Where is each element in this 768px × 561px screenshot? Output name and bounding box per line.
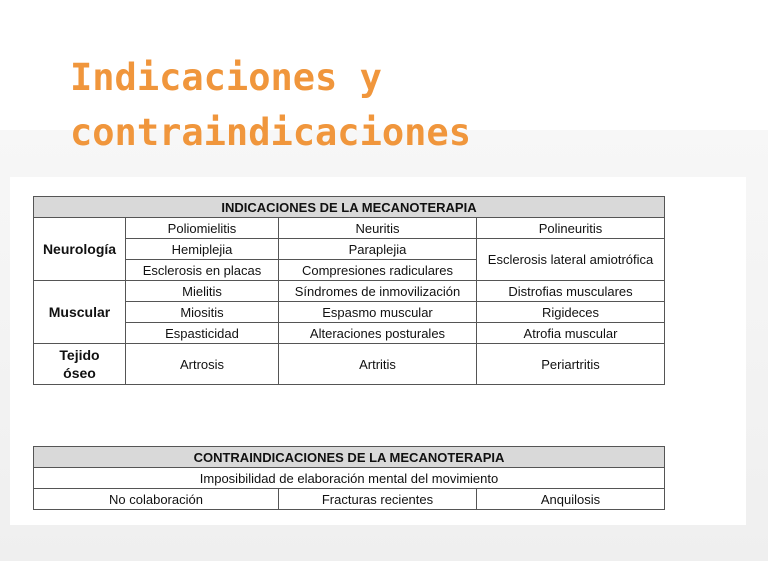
table-cell: Anquilosis bbox=[477, 489, 665, 510]
contraindicaciones-table bbox=[33, 446, 665, 510]
table-cell: Atrofia muscular bbox=[477, 323, 665, 344]
table-cell: Rigideces bbox=[477, 302, 665, 323]
indicaciones-table bbox=[33, 196, 665, 385]
table-cell: Alteraciones posturales bbox=[279, 323, 477, 344]
table-cell: Hemiplejia bbox=[126, 239, 279, 260]
table-cell: Paraplejia bbox=[279, 239, 477, 260]
table-cell: Espasmo muscular bbox=[279, 302, 477, 323]
table-cell: Fracturas recientes bbox=[279, 489, 477, 510]
table-cell: Artritis bbox=[279, 344, 477, 385]
table-cell: Síndromes de inmovilización bbox=[279, 281, 477, 302]
table-cell: Distrofias musculares bbox=[477, 281, 665, 302]
slide-title bbox=[70, 50, 471, 160]
category-neurologia: Neurología bbox=[34, 218, 126, 281]
table-cell: Espasticidad bbox=[126, 323, 279, 344]
table-cell: Artrosis bbox=[126, 344, 279, 385]
category-tejido-oseo-line2: óseo bbox=[63, 365, 96, 381]
contraindicaciones-header: CONTRAINDICACIONES DE LA MECANOTERAPIA bbox=[34, 447, 665, 468]
table-cell: Compresiones radiculares bbox=[279, 260, 477, 281]
table-cell: Imposibilidad de elaboración mental del movimiento bbox=[34, 468, 665, 489]
title-line-1: Indicaciones y bbox=[70, 56, 382, 99]
table-cell: Polineuritis bbox=[477, 218, 665, 239]
table-cell: Miositis bbox=[126, 302, 279, 323]
table-cell: Poliomielitis bbox=[126, 218, 279, 239]
indicaciones-header: INDICACIONES DE LA MECANOTERAPIA bbox=[34, 197, 665, 218]
table-cell: Neuritis bbox=[279, 218, 477, 239]
table-cell: Mielitis bbox=[126, 281, 279, 302]
table-cell: Periartritis bbox=[477, 344, 665, 385]
category-tejido-oseo-line1: Tejido bbox=[59, 347, 100, 363]
title-line-2: contraindicaciones bbox=[70, 111, 471, 154]
table-cell: Esclerosis lateral amiotrófica bbox=[477, 239, 665, 281]
table-cell: No colaboración bbox=[34, 489, 279, 510]
category-muscular: Muscular bbox=[34, 281, 126, 344]
category-tejido-oseo bbox=[34, 344, 126, 385]
table-cell: Esclerosis en placas bbox=[126, 260, 279, 281]
